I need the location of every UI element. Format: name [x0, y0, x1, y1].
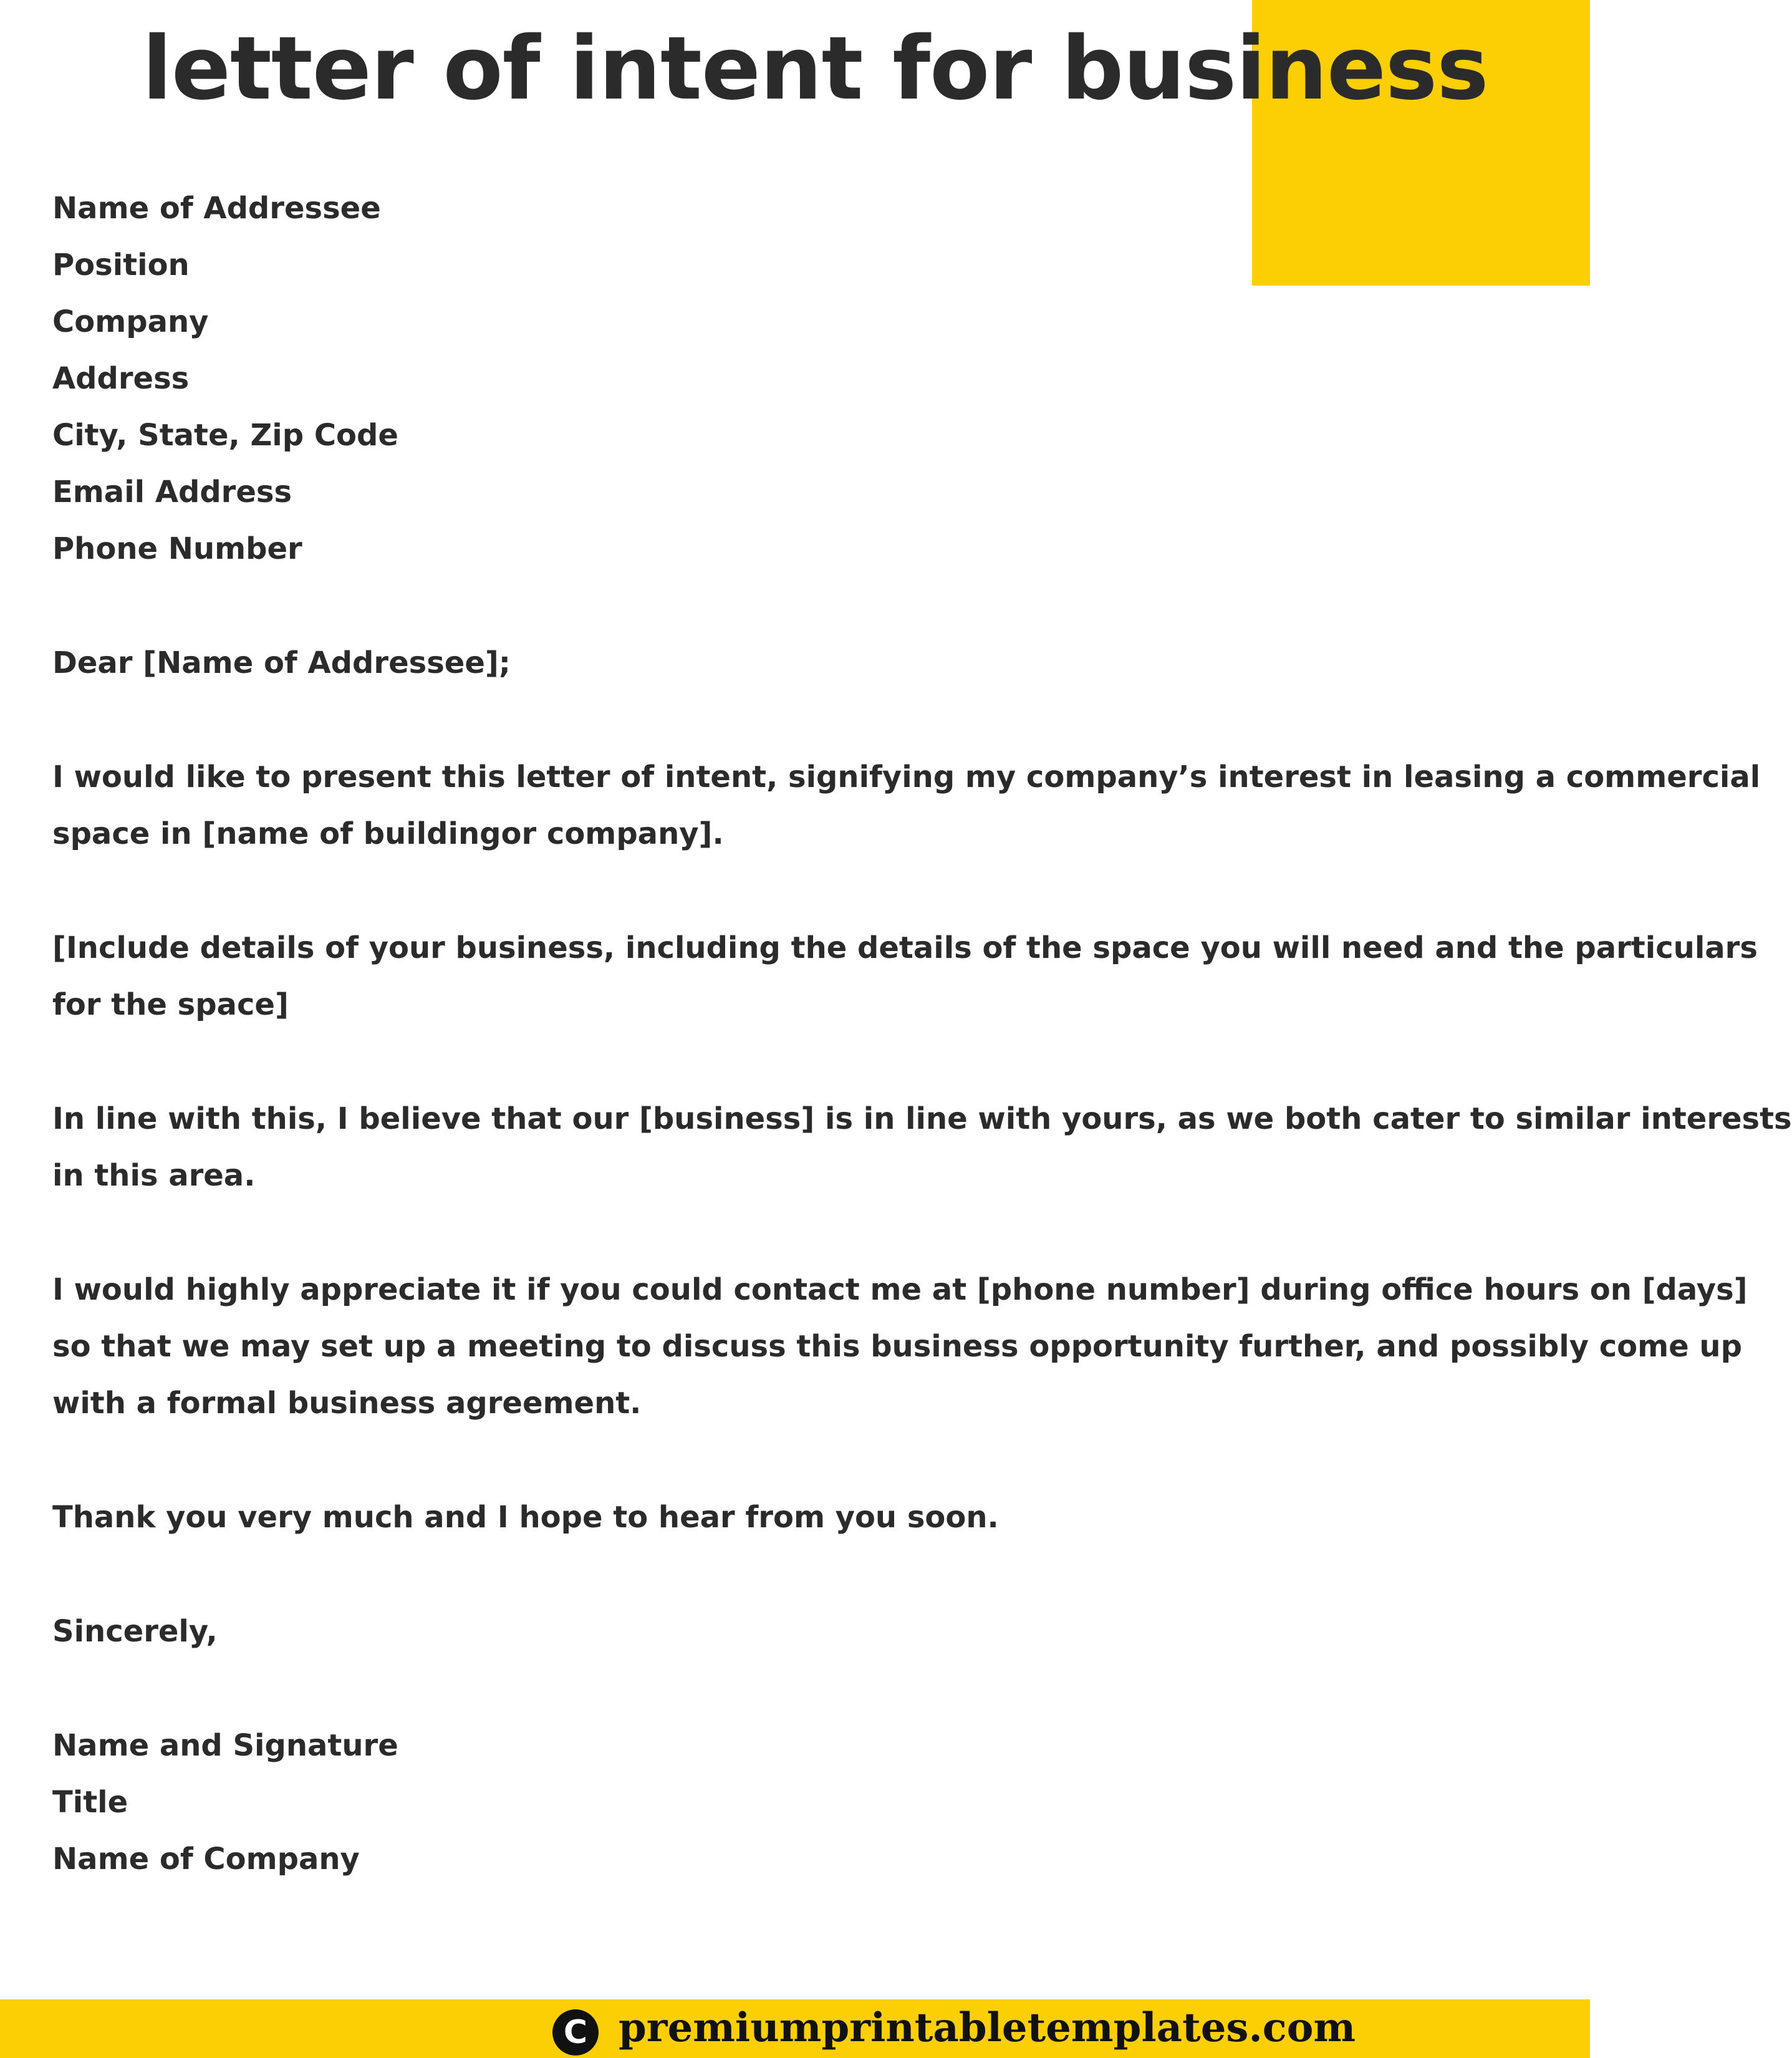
copyright-icon: C: [552, 2009, 599, 2056]
addressee-position: Position: [52, 248, 190, 283]
signature-company: Name of Company: [52, 1842, 360, 1877]
signature-name: Name and Signature: [52, 1728, 398, 1763]
addressee-city-state-zip: City, State, Zip Code: [52, 418, 398, 453]
addressee-phone: Phone Number: [52, 531, 302, 566]
document-title: letter of intent for business: [142, 18, 1488, 120]
paragraph-line: with a formal business agreement.: [52, 1386, 642, 1421]
closing: Sincerely,: [52, 1614, 218, 1649]
addressee-company: Company: [52, 304, 209, 339]
addressee-address: Address: [52, 361, 190, 396]
paragraph-line: In line with this, I believe that our [business] is in line with yours, as we both cater to similar interests: [52, 1101, 1792, 1136]
paragraph-line: in this area.: [52, 1158, 256, 1193]
paragraph-line: space in [name of buildingor company].: [52, 816, 724, 851]
salutation: Dear [Name of Addressee];: [52, 645, 511, 680]
paragraph-line: Thank you very much and I hope to hear from you soon.: [52, 1500, 999, 1535]
addressee-email: Email Address: [52, 475, 292, 510]
paragraph-line: I would highly appreciate it if you could contact me at [phone number] during office hours on [days]: [52, 1272, 1748, 1307]
paragraph-line: I would like to present this letter of intent, signifying my company’s interest in leasing a commercial: [52, 760, 1761, 795]
addressee-name: Name of Addressee: [52, 191, 381, 226]
signature-title: Title: [52, 1785, 128, 1820]
paragraph-line: [Include details of your business, including the details of the space you will need and the particulars: [52, 930, 1758, 965]
paragraph-line: for the space]: [52, 987, 289, 1022]
footer-website: premiumprintabletemplates.com: [619, 2004, 1356, 2051]
paragraph-line: so that we may set up a meeting to discuss this business opportunity further, and possibly come up: [52, 1329, 1742, 1364]
